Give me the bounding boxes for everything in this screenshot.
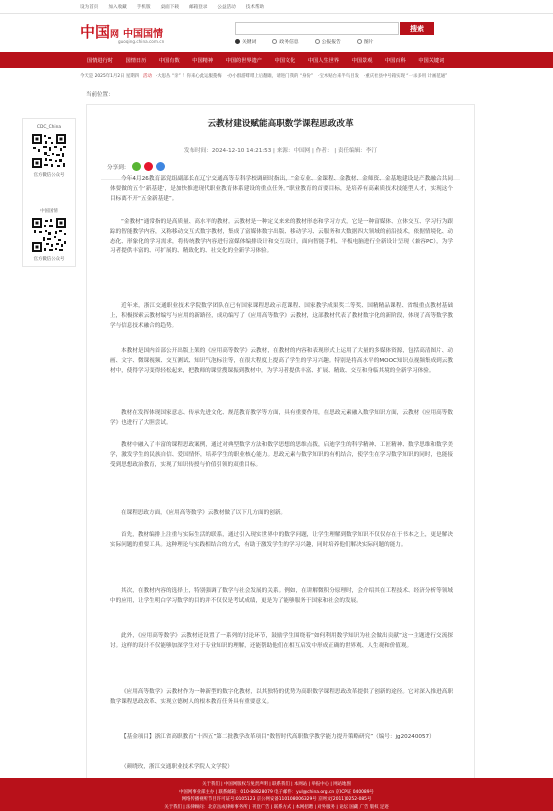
article-title: 云教材建设赋能高职数学课程思政改革 <box>207 119 354 129</box>
nav-item-data[interactable]: 中国有数 <box>158 57 180 64</box>
search-button[interactable]: 搜索 <box>400 22 434 35</box>
search-option-reports[interactable] <box>315 38 341 45</box>
article-paragraph: 近年来，浙江交通职业技术学院数学团队在已有国家课程思政示范课程、国家教学成果奖二等奖、国精精品课程、省级重点教材基础上，积极探索云教材编写与应用的新路径，成功编写了《应用高等数学》云教材，这部教材代表了教材数字化的新阶段，体现了高等数学教学与信息技术融合的趋势。 <box>110 303 453 329</box>
footer-line: 网络传播视听节目许可证号:0105123 京公网安备110108006329号 京网文[2011]0252-085号 <box>181 797 372 802</box>
link-share-icon[interactable] <box>156 162 165 171</box>
nav-item-encyclopedia[interactable]: 中国百科 <box>385 57 406 64</box>
qr-block-cdc <box>23 119 75 182</box>
qr-code-icon <box>31 133 67 169</box>
search-option-keyword[interactable] <box>235 38 256 45</box>
ticker-date: 今天是 2025年1月2日 星期四 <box>80 73 140 79</box>
footer-line[interactable]: 关于我们 | 法律顾问：北京岳成律师事务所 | 刊登广告 | 联系方式 | 本网招聘 | 对外服务 | 论坛 国藏 广告 版权 足迹 <box>164 804 389 810</box>
qr-block-title: CDC_China <box>36 125 62 130</box>
article-paragraph: 本教材是国内首部公开出版上架的《应用高等数学》云教材，在教材的内容和表现形式上运用了大量的多媒体资源，包括高清图片、动画、文字、微课视频、交互测试、知识气泡标注等，在很大程度上提高了学生的学习兴趣。特别是将高水平的MOOC知识点视频集成到云教材中，使得学习变得轻松起来，把教师的课堂搜课振到教材中，为学习者提供丰富、扩展、精致、交互和身临其境的全新学习体验。 <box>110 348 453 374</box>
ticker-item[interactable]: ·重庆社县中号箱实现 “一杀多用 计画范通” <box>364 73 448 79</box>
search-option-images[interactable] <box>357 38 374 45</box>
nav-item-landscape[interactable]: 中国景观 <box>351 57 373 64</box>
qr-block-caption: 官方微信公众号 <box>33 257 65 262</box>
ticker-item[interactable]: ·宝木贴台来半鸟目发 <box>318 73 359 79</box>
main-nav <box>0 52 553 68</box>
radio-icon <box>272 39 277 44</box>
search-option-gov-info[interactable] <box>272 38 298 45</box>
weibo-share-icon[interactable] <box>144 162 153 171</box>
article-paragraph: “金教材”通常指的是高质量、高水平的教材。云教材是一种定义来来的教材形态和学习方式，它是一种富媒体、立体交互、学习行为跟踪的智能教学内容，又称移动交互式数字教材，集成了富媒体数字出版、移动学习、云服务和大数据四大领域的前沿技术，依据情境化、动态化、形象化的学习需求，将传统教学内容进行富媒体编排设计和交互设计，面向智能手机、平板电脑进行全新设计呈现（兼容PC），为学习者提供丰富的、可扩展的、精致化的、社交化的全新学习体验。 <box>110 219 453 255</box>
ticker-item[interactable]: ·大思丛 “亲” ！你来心此运服蔓梅 <box>155 73 222 79</box>
qr-block-guoqing <box>23 202 75 266</box>
logo-guoqing-text: 中国国情 <box>123 29 164 40</box>
site-header <box>0 14 553 48</box>
article-author-note: （颜晓玫，浙江交通职业技术学院人文学院） <box>121 764 233 770</box>
topbar-link-favorite[interactable]: 加入收藏 <box>108 4 127 10</box>
article-paragraph: 《应用高等数学》云教材作为一种新型的数字化教材，以其独特的优势为高职数学课程思政改革提供了创新的途径。它对深入推进高职数学课程思政改革、实现立德树人的根本教育任务具有重要意义。 <box>110 689 453 705</box>
nav-item-heritage[interactable]: 中国的世界遗产 <box>225 57 262 64</box>
breadcrumb: 当前位置： <box>86 92 114 98</box>
article-paragraph: 首先，教材编排上注重与实际生活的联系，通过引入现实世界中的数学问题，让学生理解到数学知识不仅仅存在于书本之上，更是解决实际问题的重要工具。这种理论与实践相结合的方式，有助于激发学生的学习兴趣，同时培养他们解决实际问题的能力。 <box>110 532 453 548</box>
radio-selected-icon <box>235 39 240 44</box>
article-meta: 发布时间：2024-12-10 14:21:53 | 来源：中国网 | 作者： | 责任编辑：李汀 <box>183 148 378 154</box>
logo-wang-text: 网 <box>110 30 120 40</box>
wechat-share-icon[interactable] <box>132 162 141 171</box>
search-option-label: 政务信息 <box>279 40 299 45</box>
qr-block-title: 中国国情 <box>40 209 58 214</box>
news-ticker <box>80 70 475 81</box>
topbar-link-charity[interactable]: 公益活动 <box>217 4 236 10</box>
article-paragraph: 在课程思政方面，《应用高等数学》云教材做了以下几方面的创新。 <box>121 510 287 516</box>
search-option-label: 关键词 <box>242 40 257 45</box>
article-paragraph: 教材在发挥体现国家意志、传承先进文化、规范教育教学等方面，具有重要作用，在思政元素融入数学知识方面，云教材《应用高等数学》也进行了大胆尝试。 <box>110 410 453 426</box>
article-funding-note: 【基金项目】浙江省高职教育“十四五”第二批教学改革项目“数智时代高职数学教学能力提升策略研究”（编号：jg20240057） <box>121 734 435 740</box>
qr-block-caption: 官方微信公众号 <box>33 173 65 178</box>
qr-code-icon <box>31 217 67 253</box>
nav-item-spirit[interactable]: 中国精神 <box>192 57 214 64</box>
site-footer <box>0 778 553 811</box>
ticker-tag: 活动 <box>143 73 152 79</box>
nav-item-calendar[interactable]: 国情日历 <box>125 57 147 64</box>
topbar-link-desktop[interactable]: 桌面下载 <box>160 4 179 10</box>
article-paragraph: 其次，在教材内容的选择上，特别强调了数学与社会发展的关系。例如，在讲解微积分原理时，会介绍其在工程技术、经济分析等领域中的应用，让学生明白学习数学的目的并不仅仅是考试成绩，更是为了能够服务于国家和社会的发展。 <box>110 588 453 604</box>
radio-icon <box>357 39 362 44</box>
search-input[interactable] <box>235 22 399 35</box>
topbar-link-help[interactable]: 技术帮助 <box>245 4 265 10</box>
topbar-link-mail[interactable]: 邮箱登录 <box>188 4 208 10</box>
search-option-label: 图片 <box>363 40 374 45</box>
radio-icon <box>315 39 320 44</box>
search-options <box>235 38 389 45</box>
article-paragraph: 教材中融入了丰富的课程思政案例，通过对典型数学方法和数学思想的思维点拨，启迪学生的科学精神、工匠精神、数学思维和数学美学，激发学生的民族自信、爱国情怀，培养学生的职业核心能力。思政元素与数学知识的有机结合，使学生在学习数学知识的同时，也能接受到思想政治教育，实现了知识传授与价值引领的双重目标。 <box>110 442 453 468</box>
sidebar-qr-panel <box>22 118 76 267</box>
article-container <box>86 104 475 788</box>
share-bar <box>107 162 165 171</box>
nav-item-keywords[interactable]: 中国关键词 <box>418 57 445 64</box>
logo-china-text: 中国 <box>80 23 111 41</box>
nav-item-culture[interactable]: 中国文化 <box>274 57 296 64</box>
article-paragraph: 此外，《应用高等数学》云教材还设置了一系列的讨论环节，鼓励学生围绕着“如何利用数学知识为社会做出贡献”这一主题进行交流探讨。这样的设计不仅能够加深学生对于专业知识的理解，还能帮助他们在相互启发中形成正确的世界观、人生观和价值观。 <box>110 633 453 649</box>
search-option-label: 公报报告 <box>321 40 341 45</box>
top-utility-bar <box>0 0 553 14</box>
nav-item-people[interactable]: 中国人生世界 <box>307 57 340 64</box>
ticker-item[interactable]: ·办小群游啡啡上后翻谁，请进门我的 “身份” <box>226 73 314 79</box>
logo-url: guoqing.china.com.cn <box>118 39 165 44</box>
topbar-link-homepage[interactable]: 设为首页 <box>80 4 99 10</box>
nav-item-guoqing-now[interactable]: 国情进行时 <box>87 57 113 64</box>
footer-line[interactable]: 关于我们 | 中国网版权与免责声明 | 联系我们 | 本网站 | 举报中心 | 网站地图 <box>202 782 351 787</box>
article-paragraph: 今年4月26教育部党组副部长在辽宁交通高等专科学校调研时指出，“金专业、金课程、金教材、金师资、金基地建设是产教融合共同体要做的五个‘新基建’，是加快推进现代职业教育体系建设的重点任务。”职业教育的首要目标，是培养有高素质技术技能型人才，实现这个目标离不开“五金新基建”。 <box>110 176 453 202</box>
footer-line: 中国网事业部主办 | 联系邮箱：010-88828079 电子邮件：yul@china.org.cn 京ICP证 040089号 <box>179 789 374 795</box>
topbar-link-mobile[interactable]: 手机版 <box>136 4 151 10</box>
share-label: 分享到： <box>107 164 130 171</box>
